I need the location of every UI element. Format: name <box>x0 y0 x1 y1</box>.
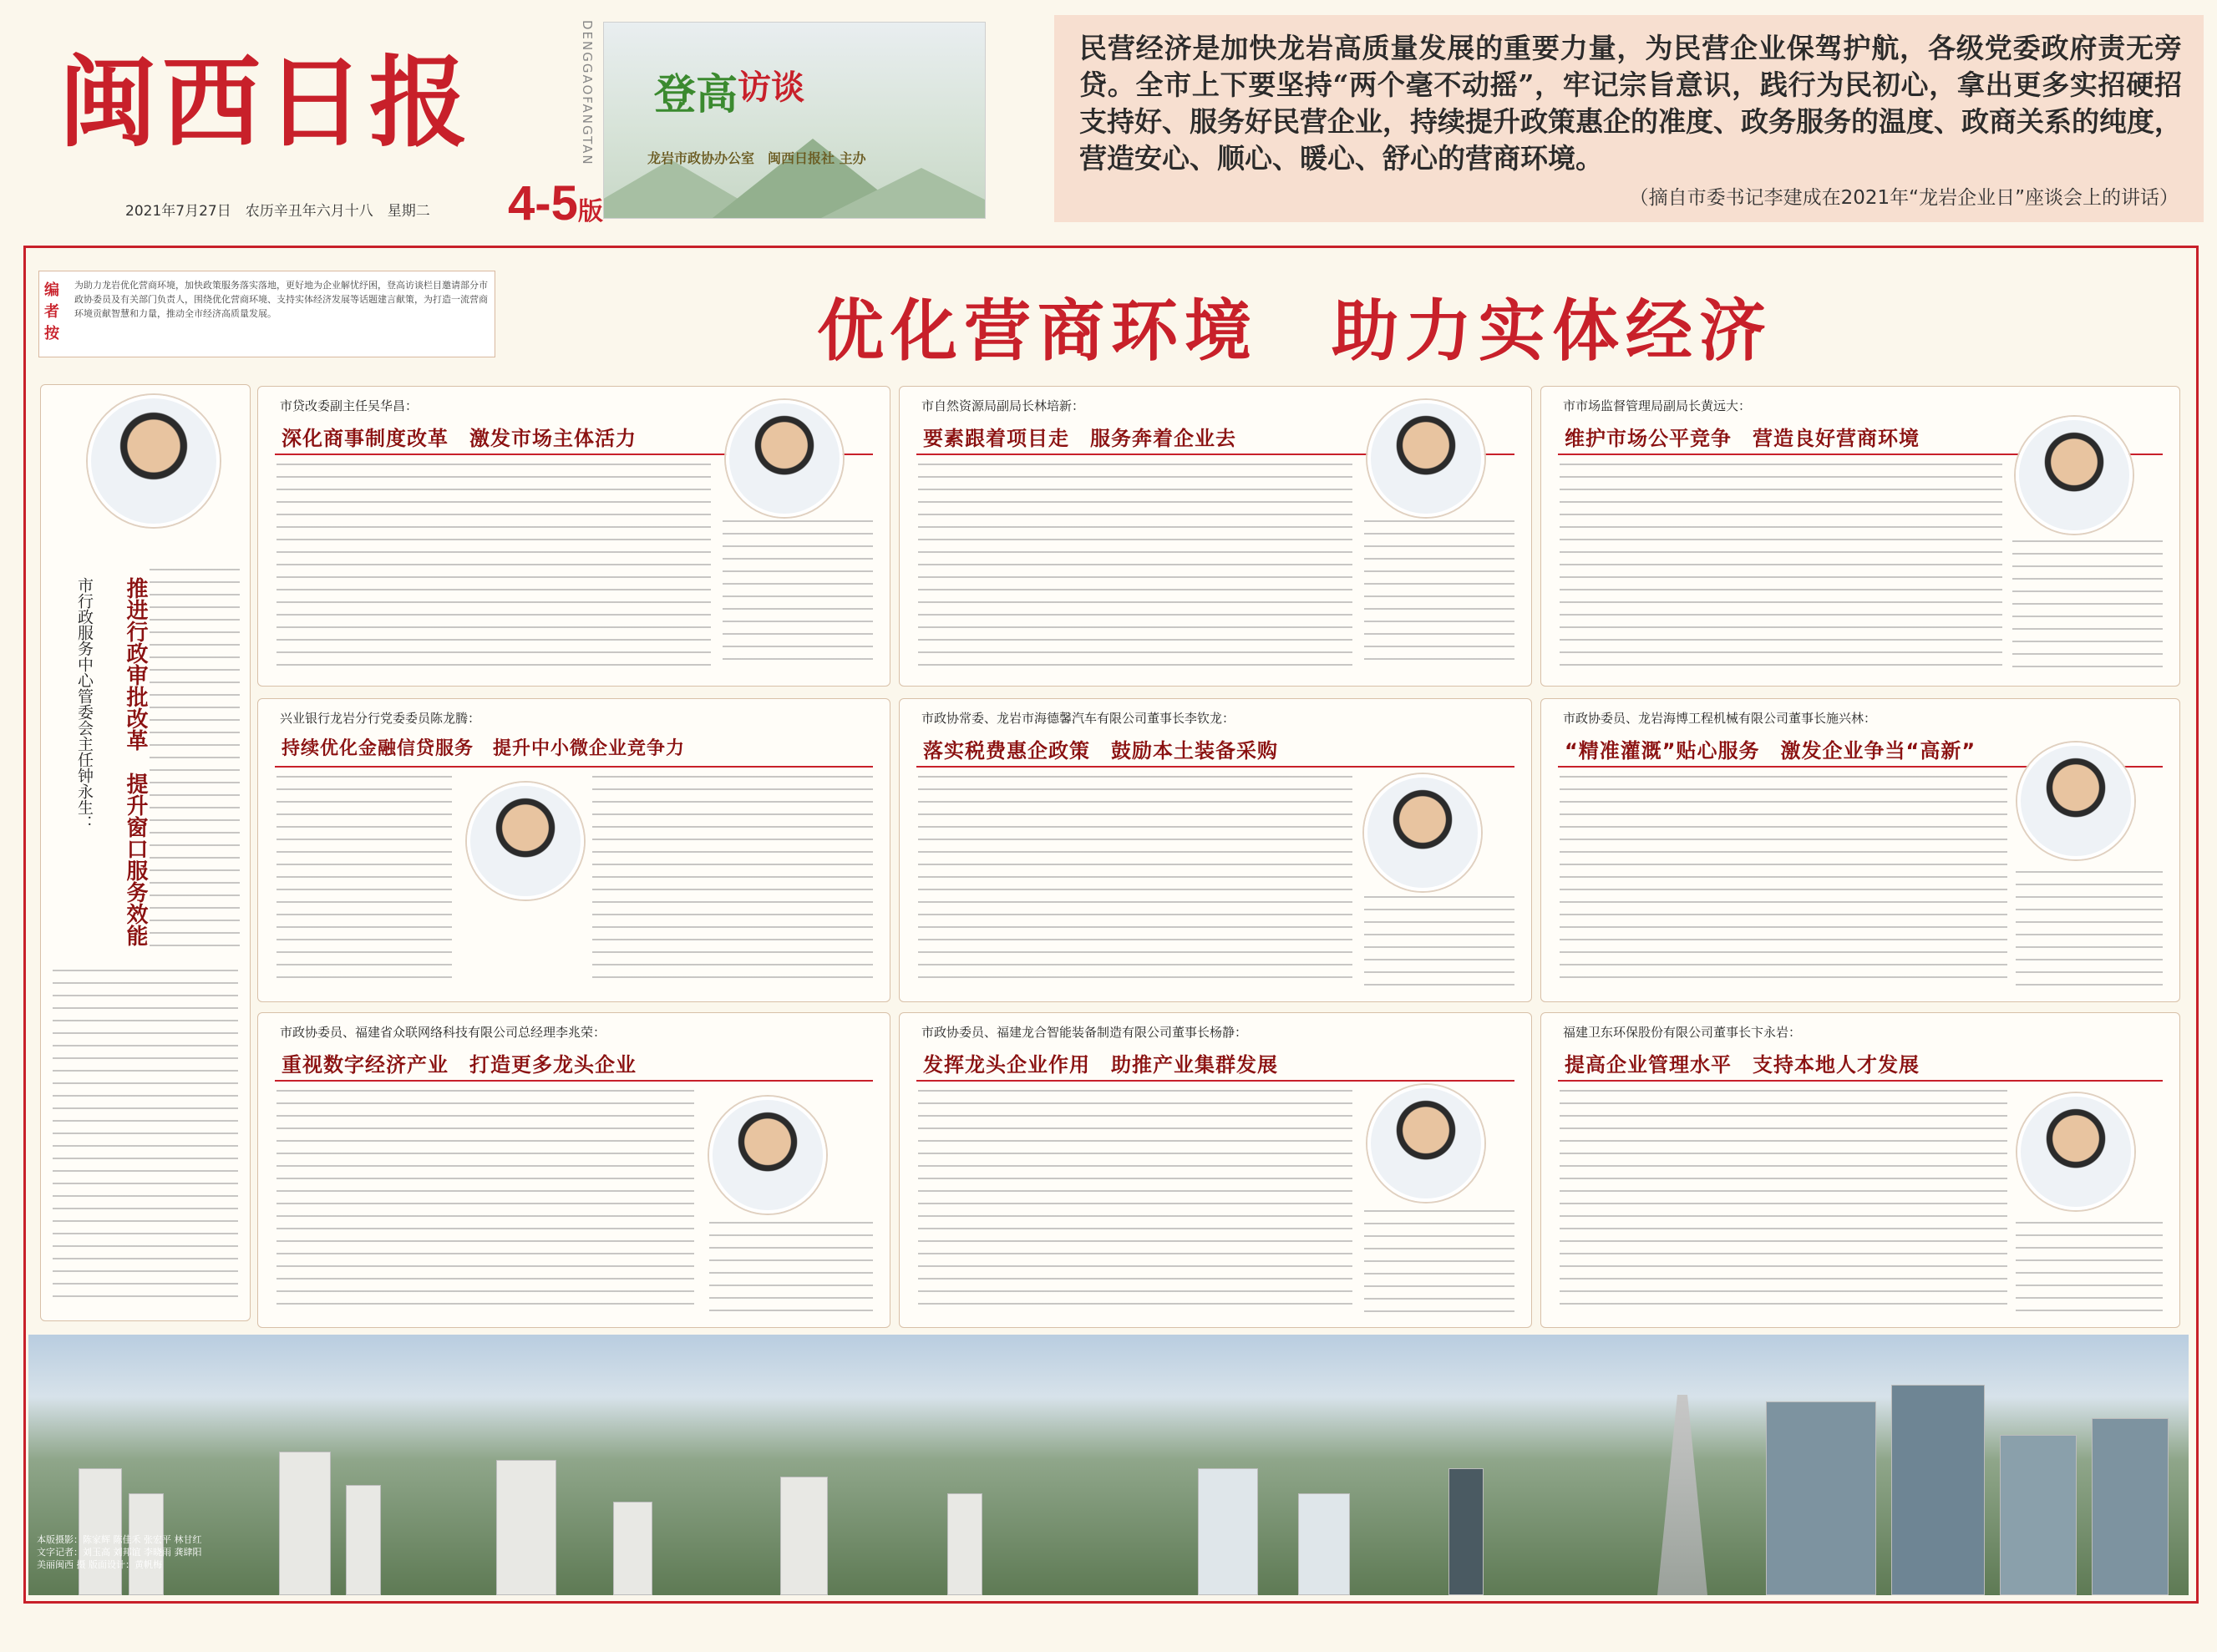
interview-body-text <box>1560 776 2007 988</box>
interview-headline: 发挥龙头企业作用 助推产业集群发展 <box>923 1053 1278 1077</box>
speaker-portrait <box>709 1097 826 1214</box>
interview-card <box>257 1012 890 1328</box>
interview-speaker: 市政协委员、福建龙合智能装备制造有限公司董事长杨静： <box>921 1025 1248 1040</box>
masthead-title: 闽西日报 <box>58 44 474 160</box>
interview-speaker: 市政协委员、福建省众联网络科技有限公司总经理李兆荣： <box>280 1025 606 1040</box>
interview-card <box>257 386 890 687</box>
editor-note-text: 为助力龙岩优化营商环境，加快政策服务落实落地，更好地为企业解忧纾困，登高访谈栏目邀请部分市政协委员及有关部门负责人，围绕优化营商环境、支持实体经济发展等话题建言献策，为打造一流营商环境贡献智慧和力量，推动全市经济高质量发展。 <box>74 280 488 319</box>
column-title-main: 登高 <box>654 69 738 119</box>
feature-headline: 优化营商环境 助力实体经济 <box>817 291 1773 370</box>
interview-body-text <box>1560 1090 2007 1314</box>
lead-speaker: 市行政服务中心管委会主任钟永生： <box>75 577 94 831</box>
interview-body-text <box>918 464 1352 672</box>
masthead-pinyin: DENGGAOFANGTAN <box>580 20 595 166</box>
speaker-portrait <box>2017 742 2134 859</box>
dateline: 2021年7月27日 农历辛丑年六月十八 星期二 <box>125 203 430 220</box>
interview-speaker: 市政协常委、龙岩市海德馨汽车有限公司董事长李钦龙： <box>921 711 1235 726</box>
interview-speaker: 市政协委员、龙岩海博工程机械有限公司董事长施兴林： <box>1563 711 1877 726</box>
editor-note-label: 编者按 <box>44 281 59 342</box>
interview-body-text <box>276 776 452 988</box>
interview-card <box>899 698 1532 1002</box>
interview-headline: 维护市场公平竞争 营造良好营商环境 <box>1565 427 1920 450</box>
column-title <box>654 61 804 121</box>
interview-body-text-right <box>1364 1210 1514 1314</box>
city-skyline-photo <box>28 1335 2189 1595</box>
speaker-portrait <box>1364 774 1481 891</box>
interview-headline: 深化商事制度改革 激发市场主体活力 <box>282 427 637 450</box>
interview-body-text-right <box>709 1222 873 1314</box>
lead-portrait <box>88 395 220 527</box>
speaker-portrait <box>467 783 584 899</box>
interview-speaker: 福建卫东环保股份有限公司董事长卞永岩： <box>1563 1025 1802 1040</box>
interview-headline: 持续优化金融信贷服务 提升中小微企业竞争力 <box>282 738 686 759</box>
lead-interview <box>40 384 251 1321</box>
interview-speaker: 市贷改委副主任吴华昌： <box>280 398 419 413</box>
lead-headline: 推进行政审批改革 提升窗口服务效能 <box>123 577 148 946</box>
speaker-portrait <box>1367 400 1484 517</box>
interview-body-text-right <box>1364 896 1514 988</box>
interview-body-text <box>918 1090 1352 1314</box>
speaker-portrait <box>2016 417 2133 534</box>
interview-card <box>1540 386 2180 687</box>
interview-headline: “精准灌溉”贴心服务 激发企业争当“高新” <box>1565 739 1976 763</box>
interview-card <box>1540 1012 2180 1328</box>
interview-body-text <box>1560 464 2002 672</box>
speaker-portrait <box>726 400 843 517</box>
interview-body-text-right <box>2012 540 2163 674</box>
interview-headline: 落实税费惠企政策 鼓励本土装备采购 <box>923 739 1278 763</box>
page-number <box>508 175 603 231</box>
interview-body-text-right <box>592 776 873 988</box>
lead-body-text <box>150 569 240 953</box>
column-title-accent: 访谈 <box>738 68 804 107</box>
interview-headline: 提高企业管理水平 支持本地人才发展 <box>1565 1053 1920 1077</box>
leader-quote-source: （摘自市委书记李建成在2021年“龙岩企业日”座谈会上的讲话） <box>1629 187 2179 209</box>
interview-speaker: 市市场监督管理局副局长黄远大： <box>1563 398 1752 413</box>
interview-body-text <box>276 464 711 672</box>
interview-card <box>1540 698 2180 1002</box>
lead-body-text-lower <box>53 970 238 1304</box>
page-suffix: 版 <box>577 198 603 226</box>
leader-quote-box <box>1054 15 2204 222</box>
interview-speaker: 市自然资源局副局长林培新： <box>921 398 1085 413</box>
interview-card <box>257 698 890 1002</box>
interview-body-text <box>918 776 1352 988</box>
interview-speaker: 兴业银行龙岩分行党委委员陈龙腾： <box>280 711 481 726</box>
interview-card <box>899 1012 1532 1328</box>
speaker-portrait <box>2017 1093 2134 1210</box>
interview-body-text-right <box>1364 520 1514 671</box>
interview-body-text-right <box>2016 871 2163 988</box>
leader-quote-text: 民营经济是加快龙岩高质量发展的重要力量，为民营企业保驾护航，各级党委政府责无旁贷。全市上下要坚持“两个毫不动摇”，牢记宗旨意识，践行为民初心，拿出更多实招硬招支持好、服务好民营企业，持续提升政策惠企的准度、政务服务的温度、政商关系的纯度，营造安心、顺心、暖心、舒心的营商环境。 <box>1079 32 2182 175</box>
editor-note <box>38 271 495 357</box>
interview-body-text-right <box>723 520 873 671</box>
speaker-portrait <box>1367 1085 1484 1202</box>
column-banner <box>603 22 986 219</box>
column-organizers: 龙岩市政协办公室 闽西日报社 主办 <box>647 150 866 166</box>
interview-headline: 重视数字经济产业 打造更多龙头企业 <box>282 1053 637 1077</box>
photo-credit: 本版摄影：陈家辉 陈佳禾 张宏平 林甘红 文字记者：刘玉高 刘邦谊 李晓雨 龚肆阳 美丽闽西 摄 版面设计：黄帆梅 <box>37 1534 202 1570</box>
interview-body-text <box>276 1090 694 1314</box>
interview-body-text-right <box>2016 1222 2163 1314</box>
interview-card <box>899 386 1532 687</box>
interview-headline: 要素跟着项目走 服务奔着企业去 <box>923 427 1236 450</box>
page-range: 4-5 <box>508 176 578 231</box>
